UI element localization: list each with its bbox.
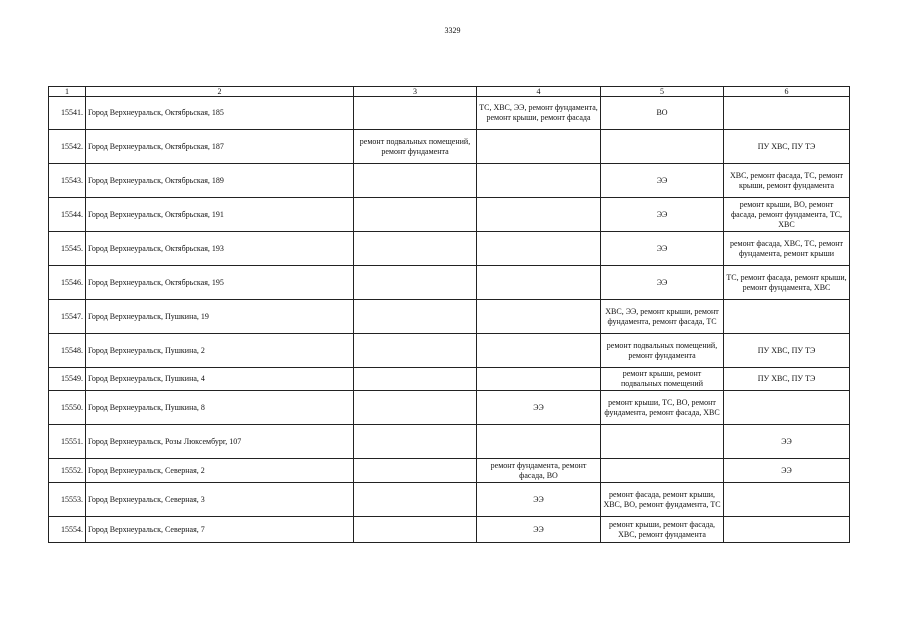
row-number: 15552.: [49, 459, 86, 483]
col6-cell: ПУ ХВС, ПУ ТЭ: [724, 130, 850, 164]
page-number: 3329: [444, 26, 461, 35]
address-cell: Город Верхнеуральск, Октябрьская, 189: [86, 164, 354, 198]
col4-cell: ЭЭ: [477, 391, 601, 425]
table-row: [49, 517, 850, 543]
col4-cell: [477, 425, 601, 459]
col5-cell: ЭЭ: [601, 198, 724, 232]
address-cell: Город Верхнеуральск, Пушкина, 2: [86, 334, 354, 368]
col5-cell: ЭЭ: [601, 232, 724, 266]
row-number: 15544.: [49, 198, 86, 232]
table-header-row: [49, 87, 850, 97]
col5-cell: ЭЭ: [601, 266, 724, 300]
row-number: 15549.: [49, 368, 86, 391]
table-row: [49, 483, 850, 517]
row-number: 15550.: [49, 391, 86, 425]
col6-cell: ТС, ремонт фасада, ремонт крыши, ремонт фундамента, ХВС: [724, 266, 850, 300]
col4-cell: [477, 232, 601, 266]
col5-cell: ЭЭ: [601, 164, 724, 198]
table-row: [49, 198, 850, 232]
column-header: 5: [601, 87, 724, 97]
col3-cell: [354, 266, 477, 300]
col6-cell: ПУ ХВС, ПУ ТЭ: [724, 368, 850, 391]
column-header: 2: [86, 87, 354, 97]
col3-cell: [354, 300, 477, 334]
table-row: [49, 130, 850, 164]
column-header: 4: [477, 87, 601, 97]
works-table: [48, 86, 850, 543]
col6-cell: ПУ ХВС, ПУ ТЭ: [724, 334, 850, 368]
table-row: [49, 459, 850, 483]
col5-cell: [601, 425, 724, 459]
col4-cell: [477, 198, 601, 232]
table-row: [49, 334, 850, 368]
table-row: [49, 97, 850, 130]
col6-cell: ремонт фасада, ХВС, ТС, ремонт фундамента, ремонт крыши: [724, 232, 850, 266]
address-cell: Город Верхнеуральск, Октябрьская, 187: [86, 130, 354, 164]
col5-cell: [601, 459, 724, 483]
col4-cell: [477, 164, 601, 198]
column-header: 6: [724, 87, 850, 97]
col6-cell: [724, 391, 850, 425]
col4-cell: ЭЭ: [477, 517, 601, 543]
col6-cell: [724, 300, 850, 334]
col5-cell: ВО: [601, 97, 724, 130]
col3-cell: ремонт подвальных помещений, ремонт фундамента: [354, 130, 477, 164]
address-cell: Город Верхнеуральск, Октябрьская, 191: [86, 198, 354, 232]
row-number: 15542.: [49, 130, 86, 164]
col5-cell: ремонт крыши, ремонт подвальных помещений: [601, 368, 724, 391]
table-row: [49, 266, 850, 300]
col3-cell: [354, 198, 477, 232]
table-row: [49, 368, 850, 391]
col6-cell: [724, 483, 850, 517]
address-cell: Город Верхнеуральск, Пушкина, 4: [86, 368, 354, 391]
col5-cell: ремонт подвальных помещений, ремонт фундамента: [601, 334, 724, 368]
row-number: 15543.: [49, 164, 86, 198]
col3-cell: [354, 517, 477, 543]
col6-cell: ЭЭ: [724, 425, 850, 459]
row-number: 15547.: [49, 300, 86, 334]
address-cell: Город Верхнеуральск, Октябрьская, 193: [86, 232, 354, 266]
column-header: 1: [49, 87, 86, 97]
col5-cell: [601, 130, 724, 164]
col4-cell: [477, 266, 601, 300]
col6-cell: [724, 97, 850, 130]
col3-cell: [354, 483, 477, 517]
address-cell: Город Верхнеуральск, Северная, 2: [86, 459, 354, 483]
col4-cell: ремонт фундамента, ремонт фасада, ВО: [477, 459, 601, 483]
col5-cell: ремонт крыши, ремонт фасада, ХВС, ремонт фундамента: [601, 517, 724, 543]
col6-cell: ХВС, ремонт фасада, ТС, ремонт крыши, ремонт фундамента: [724, 164, 850, 198]
address-cell: Город Верхнеуральск, Пушкина, 8: [86, 391, 354, 425]
row-number: 15545.: [49, 232, 86, 266]
col3-cell: [354, 368, 477, 391]
col6-cell: [724, 517, 850, 543]
row-number: 15548.: [49, 334, 86, 368]
table-row: [49, 164, 850, 198]
col4-cell: [477, 300, 601, 334]
address-cell: Город Верхнеуральск, Пушкина, 19: [86, 300, 354, 334]
column-header: 3: [354, 87, 477, 97]
row-number: 15551.: [49, 425, 86, 459]
row-number: 15546.: [49, 266, 86, 300]
table-row: [49, 300, 850, 334]
col3-cell: [354, 97, 477, 130]
col4-cell: [477, 130, 601, 164]
col3-cell: [354, 164, 477, 198]
col4-cell: [477, 368, 601, 391]
row-number: 15541.: [49, 97, 86, 130]
col3-cell: [354, 232, 477, 266]
col4-cell: ЭЭ: [477, 483, 601, 517]
table-row: [49, 232, 850, 266]
row-number: 15553.: [49, 483, 86, 517]
address-cell: Город Верхнеуральск, Северная, 3: [86, 483, 354, 517]
address-cell: Город Верхнеуральск, Октябрьская, 185: [86, 97, 354, 130]
address-cell: Город Верхнеуральск, Розы Люксембург, 107: [86, 425, 354, 459]
col3-cell: [354, 459, 477, 483]
address-cell: Город Верхнеуральск, Северная, 7: [86, 517, 354, 543]
col4-cell: [477, 334, 601, 368]
col6-cell: ремонт крыши, ВО, ремонт фасада, ремонт фундамента, ТС, ХВС: [724, 198, 850, 232]
address-cell: Город Верхнеуральск, Октябрьская, 195: [86, 266, 354, 300]
col3-cell: [354, 425, 477, 459]
table-row: [49, 391, 850, 425]
col3-cell: [354, 391, 477, 425]
col5-cell: ремонт крыши, ТС, ВО, ремонт фундамента, ремонт фасада, ХВС: [601, 391, 724, 425]
table-row: [49, 425, 850, 459]
col4-cell: ТС, ХВС, ЭЭ, ремонт фундамента, ремонт крыши, ремонт фасада: [477, 97, 601, 130]
col3-cell: [354, 334, 477, 368]
col5-cell: ХВС, ЭЭ, ремонт крыши, ремонт фундамента, ремонт фасада, ТС: [601, 300, 724, 334]
col5-cell: ремонт фасада, ремонт крыши, ХВС, ВО, ремонт фундамента, ТС: [601, 483, 724, 517]
row-number: 15554.: [49, 517, 86, 543]
col6-cell: ЭЭ: [724, 459, 850, 483]
